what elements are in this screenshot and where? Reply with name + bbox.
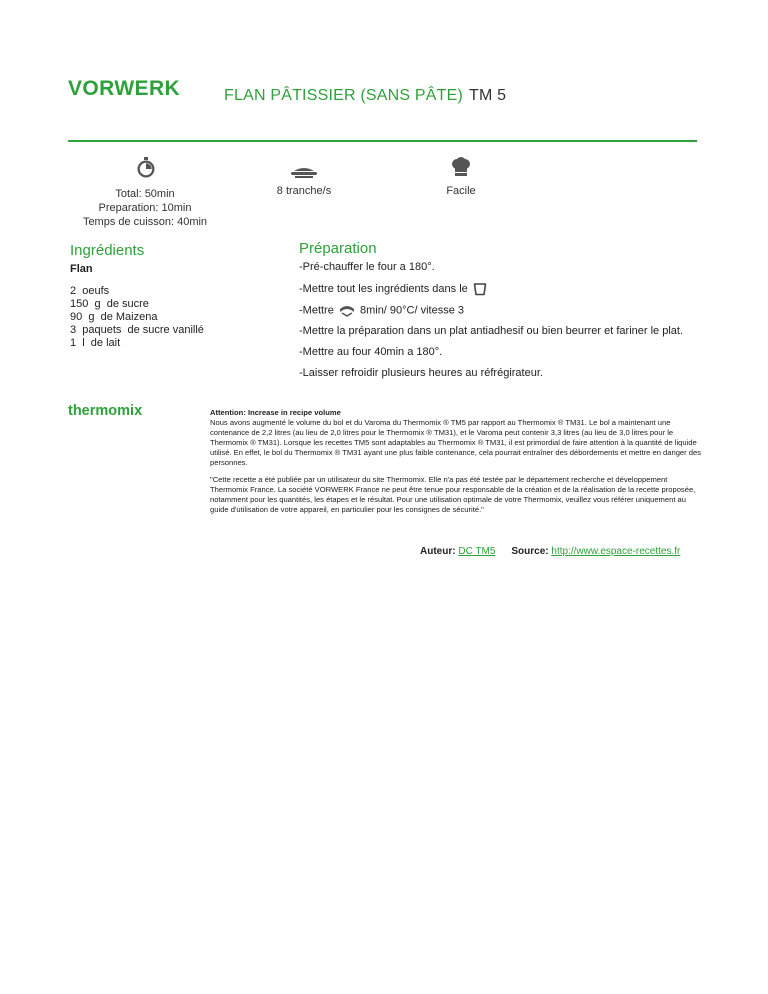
bowl-icon bbox=[473, 282, 487, 296]
ingredient-group-title: Flan bbox=[70, 263, 93, 275]
source-label: Source: bbox=[511, 546, 549, 557]
source-link[interactable]: http://www.espace-recettes.fr bbox=[551, 546, 681, 557]
recipe-title-suffix: TM 5 bbox=[469, 87, 507, 104]
dish-icon bbox=[290, 165, 318, 179]
notice-body: Nous avons augmenté le volume du bol et du Varoma du Thermomix ® TM5 par rapport au Thermomix ® TM31. Le bol a maintenant une contenance de 2,2 litres (au lieu de 2,0 litres pour le Thermomix ® TM31), et le Varoma peut contenir 3,3 litres (au lieu de 3,0 litres pour le Thermomix ® TM31). Lorsque les recettes TM5 sont adaptables au Thermomix ® TM31, il est primordial de faire attention à la quantité de liquide utilisé. En effet, le bol du Thermomix ® TM31 ayant une plus faible contenance, cela pourrait entraîner des débordements et mettre en danger des personnes. bbox=[210, 418, 702, 467]
thermomix-logo bbox=[68, 402, 165, 418]
ingredient-item: 3 paquets de sucre vanillé bbox=[70, 324, 204, 336]
timer-icon bbox=[136, 157, 156, 179]
ingredient-item: 150 g de sucre bbox=[70, 298, 149, 310]
difficulty: Facile bbox=[446, 185, 476, 197]
svg-text:thermomix: thermomix bbox=[68, 403, 143, 418]
volume-notice bbox=[210, 408, 702, 515]
total-time: Total: 50min bbox=[115, 188, 175, 200]
ingredient-item: 90 g de Maizena bbox=[70, 311, 158, 323]
step-5: -Mettre au four 40min a 180°. bbox=[299, 346, 443, 359]
step-3 bbox=[299, 304, 699, 317]
step-1: -Pré-chauffer le four a 180°. bbox=[299, 261, 435, 273]
ingredients-heading: Ingrédients bbox=[70, 242, 145, 259]
step-3-prefix: -Mettre bbox=[299, 304, 334, 317]
preparation-time: Preparation: 10min bbox=[98, 202, 192, 214]
preparation-steps bbox=[299, 261, 699, 388]
disclaimer: "Cette recette a été publiée par un utilisateur du site Thermomix. Elle n'a pas été testée par le département recherche et développement Thermomix France. La société VORWERK France ne peut être tenue pour responsable de la création et de la réalisation de la recette proposée, notamment pour les quantités, les étapes et le résultat. Pour une utilisation optimale de votre Thermomix, veuillez vous référer uniquement au guide d'utilisation de votre appareil, en particulier pour les consignes de sécurité." bbox=[210, 475, 696, 514]
author-label: Auteur: bbox=[420, 546, 456, 557]
author-link[interactable]: DC TM5 bbox=[458, 546, 496, 557]
ingredient-list bbox=[70, 285, 204, 350]
recipe-footer bbox=[420, 546, 702, 557]
notice-title: Attention: Increase in recipe volume bbox=[210, 408, 341, 417]
cooking-time: Temps de cuisson: 40min bbox=[82, 216, 208, 228]
chef-hat-icon bbox=[451, 157, 471, 177]
step-2 bbox=[299, 282, 699, 296]
svg-text:VORWERK: VORWERK bbox=[68, 77, 181, 99]
header-divider bbox=[68, 140, 697, 142]
step-4: -Mettre la préparation dans un plat antiadhesif ou bien beurrer et fariner le plat. bbox=[299, 325, 684, 338]
vorwerk-logo bbox=[68, 75, 184, 99]
portions: 8 tranche/s bbox=[276, 185, 332, 197]
preparation-heading: Préparation bbox=[299, 240, 377, 257]
step-6: -Laisser refroidir plusieurs heures au réfrégirateur. bbox=[299, 367, 543, 380]
ingredient-item: 1 l de lait bbox=[70, 337, 121, 349]
ingredient-item: 2 oeufs bbox=[70, 285, 110, 297]
reverse-icon bbox=[339, 304, 355, 317]
step-3-suffix: 8min/ 90°C/ vitesse 3 bbox=[359, 304, 465, 317]
time-info bbox=[70, 187, 220, 229]
recipe-title bbox=[224, 86, 554, 106]
step-2-text: -Mettre tout les ingrédients dans le bbox=[299, 282, 468, 295]
recipe-title-text: FLAN PÂTISSIER (SANS PÂTE) bbox=[224, 87, 464, 104]
